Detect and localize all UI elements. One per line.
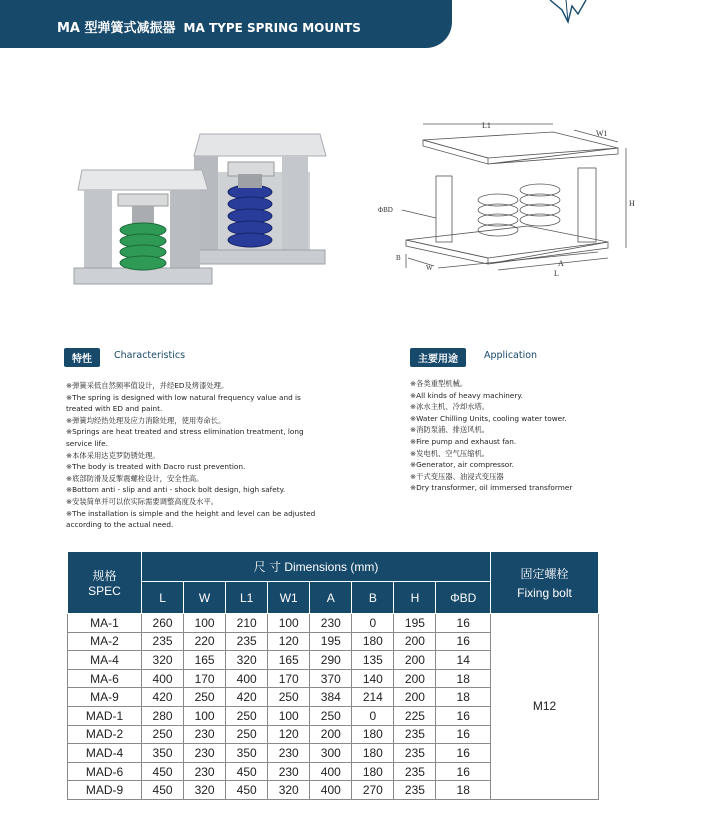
table-cell: 120 (268, 725, 310, 744)
table-cell: 165 (268, 651, 310, 670)
table-cell: 450 (142, 762, 184, 781)
label-a: A (558, 259, 564, 268)
table-cell: 400 (310, 781, 352, 800)
table-cell: 210 (226, 614, 268, 633)
column-header: H (394, 582, 436, 614)
column-header: B (352, 582, 394, 614)
table-cell: 320 (142, 651, 184, 670)
table-cell: 400 (310, 762, 352, 781)
table-cell: 350 (142, 744, 184, 763)
title-cn: MA 型弹簧式减振器 (57, 21, 176, 36)
drawing-springs (478, 184, 560, 236)
table-cell: 170 (184, 669, 226, 688)
application-heading: Application (484, 350, 538, 361)
table-cell: 370 (310, 669, 352, 688)
table-cell: MAD-6 (68, 762, 142, 781)
table-cell: 100 (268, 614, 310, 633)
characteristic-line: ※本体采用达克罗防锈处理。 (66, 450, 160, 460)
table-cell: 0 (352, 614, 394, 633)
table-cell: 280 (142, 706, 184, 725)
characteristic-line: ※The body is treated with Dacro rust prevention. (66, 462, 246, 472)
spec-header: 规格 SPEC (68, 552, 142, 614)
table-cell: MAD-2 (68, 725, 142, 744)
characteristics-tag: 特性 (64, 348, 100, 367)
table-cell: 170 (268, 669, 310, 688)
table-cell: 200 (394, 688, 436, 707)
table-cell: 220 (184, 632, 226, 651)
header-bar (0, 0, 452, 48)
table-cell: 230 (268, 744, 310, 763)
table-cell: 235 (394, 781, 436, 800)
table-cell: 100 (184, 614, 226, 633)
application-line: ※All kinds of heavy machinery. (410, 390, 523, 400)
table-cell: MA-4 (68, 651, 142, 670)
page-title (57, 17, 361, 36)
table-cell: 235 (226, 632, 268, 651)
application-line: ※Generator, air compressor. (410, 460, 514, 470)
characteristic-line: ※Springs are heat treated and stress elimination treatment, long (66, 427, 304, 437)
table-cell: 400 (142, 669, 184, 688)
label-w: W (426, 264, 433, 272)
characteristic-line: ※Bottom anti - slip and anti - shock bolt design, high safety. (66, 485, 286, 495)
table-cell: 16 (436, 614, 491, 633)
table-cell: 230 (268, 762, 310, 781)
table-cell: 260 (142, 614, 184, 633)
table-cell: MA-1 (68, 614, 142, 633)
title-en: MA TYPE SPRING MOUNTS (183, 21, 361, 35)
table-cell: 195 (394, 614, 436, 633)
table-cell: 200 (394, 651, 436, 670)
table-cell: 18 (436, 669, 491, 688)
dimension-drawing (378, 118, 640, 278)
application-list (410, 378, 610, 494)
table-cell: 420 (226, 688, 268, 707)
table-cell: 214 (352, 688, 394, 707)
table-cell: 230 (310, 614, 352, 633)
table-cell: 18 (436, 688, 491, 707)
table-cell: 320 (226, 651, 268, 670)
table-row (68, 614, 599, 633)
application-tag: 主要用途 (410, 348, 466, 367)
table-cell: 165 (184, 651, 226, 670)
table-cell: MA-6 (68, 669, 142, 688)
table-cell: 180 (352, 632, 394, 651)
fixing-bolt-value: M12 (491, 614, 599, 800)
characteristic-line: ※The installation is simple and the height and level can be adjusted (66, 508, 316, 518)
table-cell: 16 (436, 632, 491, 651)
table-cell: 230 (184, 762, 226, 781)
spec-table (67, 551, 599, 800)
characteristic-line: ※弹簧采低自然频率值设计，并经ED及烤漆处理。 (66, 381, 229, 390)
table-cell: 235 (394, 744, 436, 763)
characteristic-line: according to the actual need. (66, 520, 174, 530)
table-cell: 16 (436, 725, 491, 744)
table-cell: MA-9 (68, 688, 142, 707)
table-cell: 16 (436, 706, 491, 725)
characteristics-list (66, 380, 366, 531)
application-line: ※Water Chilling Units, cooling water tower. (410, 413, 567, 423)
table-cell: 16 (436, 762, 491, 781)
table-cell: 200 (394, 669, 436, 688)
table-cell: 140 (352, 669, 394, 688)
table-cell: 235 (142, 632, 184, 651)
label-bd: ΦBD (378, 206, 393, 214)
product-photo (70, 112, 340, 292)
characteristic-line: ※The spring is designed with low natural frequency value and is (66, 392, 301, 402)
column-header: ΦBD (436, 582, 491, 614)
application-line: ※Dry transformer, oil immersed transformer (410, 483, 573, 493)
table-cell: 230 (184, 744, 226, 763)
table-cell: MAD-9 (68, 781, 142, 800)
mount-green (74, 170, 212, 284)
table-cell: 235 (394, 725, 436, 744)
table-cell: 200 (394, 632, 436, 651)
logo-mark (548, 0, 588, 24)
table-cell: 320 (184, 781, 226, 800)
table-cell: MA-2 (68, 632, 142, 651)
table-cell: MAD-4 (68, 744, 142, 763)
table-cell: 200 (310, 725, 352, 744)
characteristic-line: treated with ED and paint. (66, 404, 163, 414)
label-w1: W1 (596, 129, 608, 138)
application-line: ※Fire pump and exhaust fan. (410, 436, 517, 446)
table-cell: 270 (352, 781, 394, 800)
label-l: L (554, 269, 559, 278)
table-cell: 16 (436, 744, 491, 763)
table-cell: 180 (352, 725, 394, 744)
table-cell: MAD-1 (68, 706, 142, 725)
label-h: H (629, 199, 635, 208)
characteristic-line: ※底部防滑及反掣震螺栓设计，安全性高。 (66, 473, 204, 483)
table-cell: 250 (310, 706, 352, 725)
table-cell: 350 (226, 744, 268, 763)
table-cell: 290 (310, 651, 352, 670)
table-cell: 180 (352, 762, 394, 781)
application-line: ※干式变压器、油浸式变压器 (410, 471, 504, 481)
table-cell: 14 (436, 651, 491, 670)
column-header: A (310, 582, 352, 614)
table-cell: 120 (268, 632, 310, 651)
table-cell: 250 (268, 688, 310, 707)
table-cell: 250 (226, 725, 268, 744)
column-header: W1 (268, 582, 310, 614)
application-line: ※消防泵浦、排送风机。 (410, 425, 490, 435)
label-l1: L1 (482, 121, 491, 130)
table-cell: 100 (184, 706, 226, 725)
table-cell: 250 (184, 688, 226, 707)
table-cell: 384 (310, 688, 352, 707)
table-cell: 235 (394, 762, 436, 781)
dimensions-header: 尺 寸 Dimensions (mm) (142, 552, 491, 582)
table-cell: 450 (226, 781, 268, 800)
fixing-bolt-header: 固定螺栓 Fixing bolt (491, 552, 599, 614)
column-header: L (142, 582, 184, 614)
mount-blue (190, 134, 326, 264)
table-cell: 250 (226, 706, 268, 725)
table-cell: 18 (436, 781, 491, 800)
table-cell: 300 (310, 744, 352, 763)
application-line: ※发电机、空气压缩机。 (410, 448, 490, 458)
table-cell: 0 (352, 706, 394, 725)
table-cell: 195 (310, 632, 352, 651)
table-cell: 180 (352, 744, 394, 763)
table-cell: 450 (142, 781, 184, 800)
characteristic-line: ※安装简单并可以依实际需要调整高度及水平。 (66, 496, 219, 506)
label-b: B (396, 254, 401, 262)
table-cell: 400 (226, 669, 268, 688)
table-cell: 250 (142, 725, 184, 744)
column-header: W (184, 582, 226, 614)
column-header: L1 (226, 582, 268, 614)
table-cell: 225 (394, 706, 436, 725)
table-cell: 450 (226, 762, 268, 781)
table-cell: 100 (268, 706, 310, 725)
table-cell: 320 (268, 781, 310, 800)
table-cell: 420 (142, 688, 184, 707)
application-line: ※冰水主机、冷却水塔。 (410, 402, 490, 412)
application-line: ※各类重型机械。 (410, 379, 468, 388)
table-cell: 135 (352, 651, 394, 670)
characteristic-line: service life. (66, 438, 108, 448)
characteristic-line: ※弹簧均经热处理及应力消除处理，使用寿命长。 (66, 415, 226, 425)
table-cell: 230 (184, 725, 226, 744)
characteristics-heading: Characteristics (114, 350, 186, 361)
